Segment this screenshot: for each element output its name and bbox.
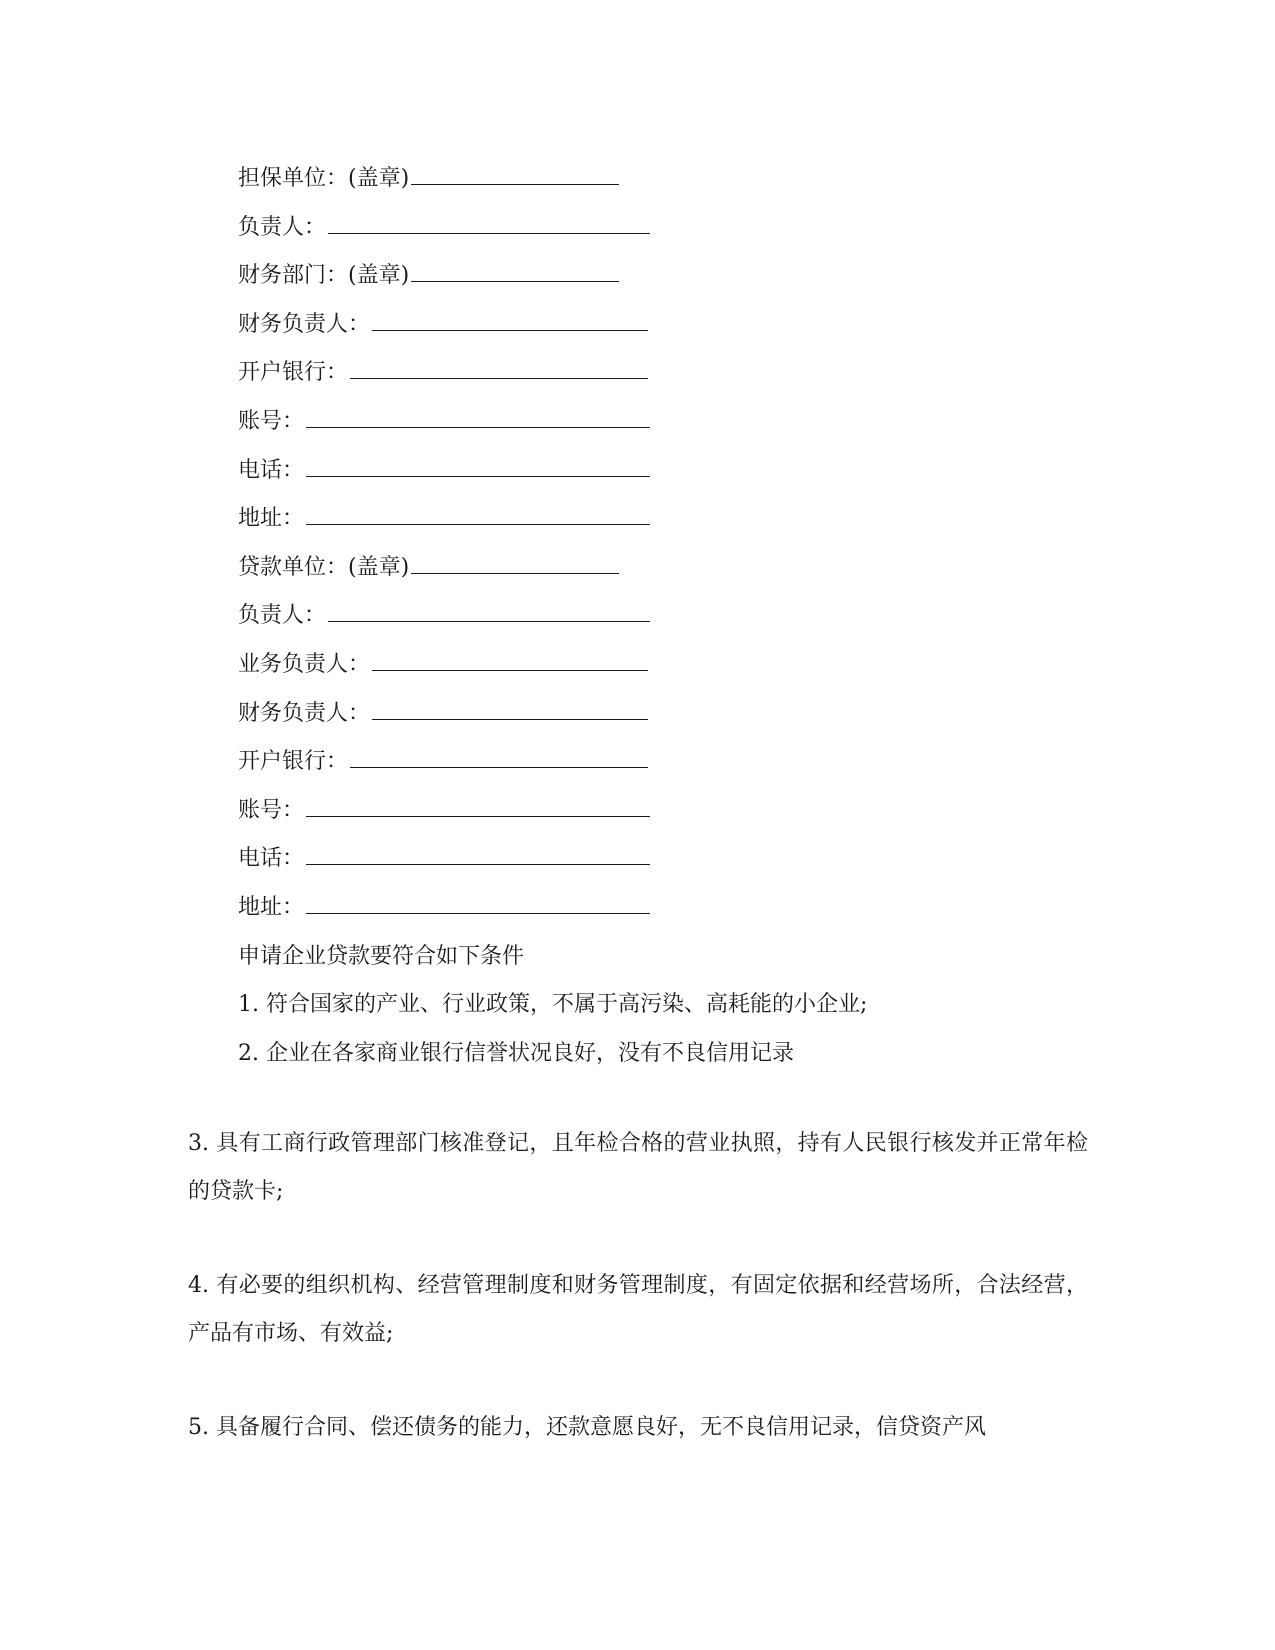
form-line-guarantor-unit: 担保单位：(盖章) xyxy=(238,155,1038,204)
form-line-business-head: 业务负责人： xyxy=(238,641,1038,690)
form-line-person-in-charge: 负责人： xyxy=(238,204,1038,253)
fill-blank[interactable] xyxy=(306,458,650,477)
fill-blank[interactable] xyxy=(306,895,650,914)
fill-blank[interactable] xyxy=(372,652,648,671)
form-line-address: 地址： xyxy=(238,884,1038,933)
condition-item: 4. 有必要的组织机构、经营管理制度和财务管理制度，有固定依据和经营场所，合法经营，产品有市场、有效益; xyxy=(188,1273,1088,1346)
fill-blank[interactable] xyxy=(411,263,619,282)
fill-blank[interactable] xyxy=(411,555,619,574)
fill-blank[interactable] xyxy=(306,409,650,428)
form-line-bank: 开户银行： xyxy=(238,738,1038,787)
form-line-phone: 电话： xyxy=(238,447,1038,496)
form-line-phone: 电话： xyxy=(238,835,1038,884)
form-line-account: 账号： xyxy=(238,398,1038,447)
fill-blank[interactable] xyxy=(350,749,648,768)
fill-blank[interactable] xyxy=(328,215,650,234)
form-line-address: 地址： xyxy=(238,495,1038,544)
fill-blank[interactable] xyxy=(372,701,648,720)
condition-item: 3. 具有工商行政管理部门核准登记，且年检合格的营业执照，持有人民银行核发并正常年检的贷款卡; xyxy=(188,1131,1088,1204)
form-line-finance-head: 财务负责人： xyxy=(238,301,1038,350)
form-line-finance-dept: 财务部门：(盖章) xyxy=(238,252,1038,301)
conditions-heading: 申请企业贷款要符合如下条件 xyxy=(238,943,525,969)
fill-blank[interactable] xyxy=(306,506,650,525)
fill-blank[interactable] xyxy=(306,798,650,817)
fill-blank[interactable] xyxy=(350,360,648,379)
signature-form xyxy=(238,155,1038,1078)
form-line-bank: 开户银行： xyxy=(238,349,1038,398)
condition-item: 5. 具备履行合同、偿还债务的能力，还款意愿良好，无不良信用记录，信贷资产风 xyxy=(188,1415,986,1440)
fill-blank[interactable] xyxy=(411,166,619,185)
fill-blank[interactable] xyxy=(372,312,648,331)
condition-item: 1. 符合国家的产业、行业政策，不属于高污染、高耗能的小企业; xyxy=(238,992,868,1018)
fill-blank[interactable] xyxy=(328,603,650,622)
form-line-account: 账号： xyxy=(238,787,1038,836)
form-line-person-in-charge: 负责人： xyxy=(238,592,1038,641)
fill-blank[interactable] xyxy=(306,846,650,865)
form-line-finance-head: 财务负责人： xyxy=(238,690,1038,739)
form-line-borrower-unit: 贷款单位：(盖章) xyxy=(238,544,1038,593)
condition-item: 2. 企业在各家商业银行信誉状况良好，没有不良信用记录 xyxy=(238,1040,794,1066)
